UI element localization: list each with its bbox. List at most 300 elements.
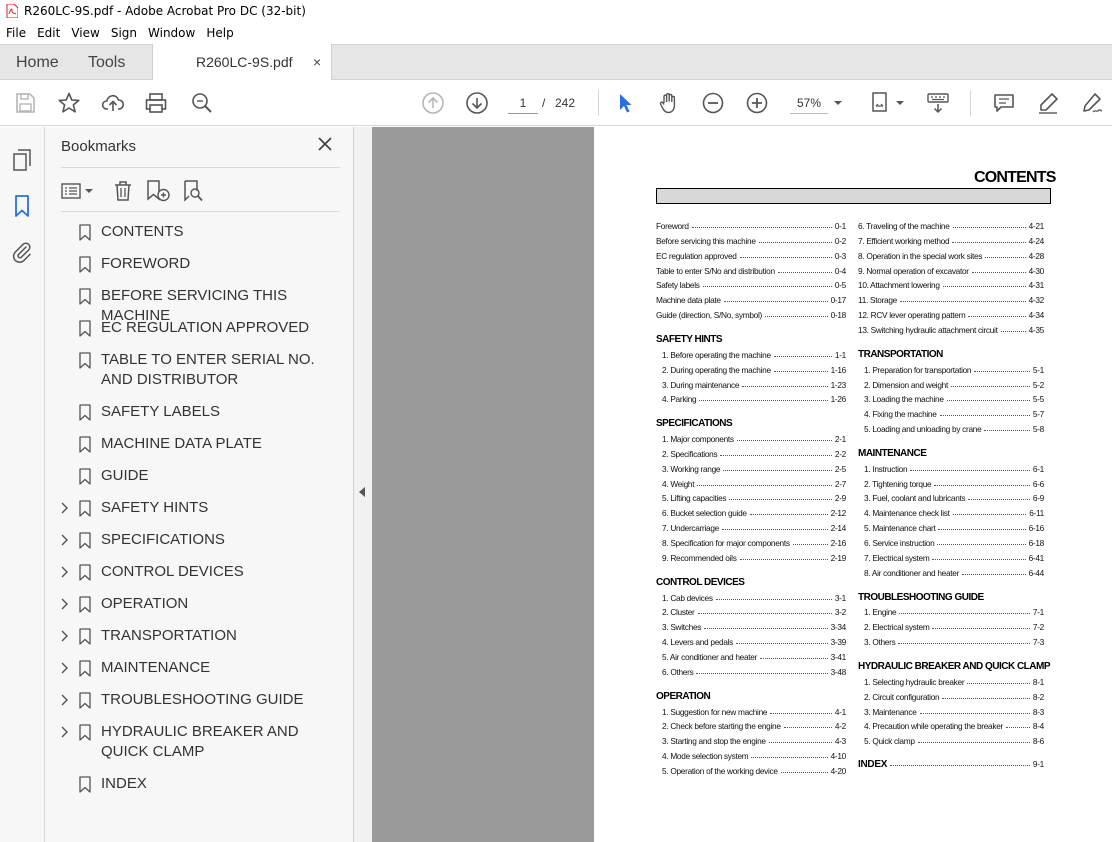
- toc-page-number: 2-5: [834, 463, 846, 474]
- menu-edit[interactable]: Edit: [37, 26, 61, 40]
- chevron-right-icon[interactable]: [58, 502, 70, 514]
- toc-entry-title: 3. Fuel, coolant and lubricants: [864, 493, 966, 504]
- toc-entry[interactable]: [858, 676, 1044, 688]
- toc-entry-title: 1. Major components: [662, 434, 734, 445]
- toc-leader-dots: [760, 658, 828, 659]
- select-tool-button[interactable]: [613, 91, 637, 115]
- bookmark-icon: [79, 352, 91, 369]
- toc-entry-title: 8. Air conditioner and heater: [864, 567, 960, 578]
- toc-entry[interactable]: [656, 364, 846, 376]
- tab-bar: [0, 44, 1112, 80]
- chevron-right-icon[interactable]: [58, 566, 70, 578]
- menu-file[interactable]: File: [6, 26, 27, 40]
- bookmark-icon: [79, 776, 91, 793]
- toc-entry[interactable]: [858, 567, 1044, 579]
- toc-page-number: 6-16: [1028, 523, 1044, 534]
- toc-page-number: 6-41: [1028, 552, 1044, 563]
- toc-entry[interactable]: [656, 235, 846, 247]
- toc-leader-dots: [920, 713, 1030, 714]
- toc-page-number: 4-34: [1028, 310, 1044, 321]
- toc-entry-title: 2. Dimension and weight: [864, 379, 948, 390]
- toc-leader-dots: [742, 386, 828, 387]
- toc-entry[interactable]: [858, 309, 1044, 321]
- toc-entry-title: 7. Electrical system: [864, 552, 930, 563]
- toc-page-number: 6-9: [1032, 493, 1044, 504]
- toc-entry-title: 5. Maintenance chart: [864, 523, 936, 534]
- toc-leader-dots: [938, 529, 1026, 530]
- toc-entry[interactable]: [656, 250, 846, 262]
- chevron-down-icon: [830, 95, 846, 111]
- toc-entry[interactable]: [858, 691, 1044, 703]
- toc-page-number: 6-18: [1028, 538, 1044, 548]
- toc-page-number: 5-8: [1032, 424, 1044, 435]
- toc-entry-title: 7. Efficient working method: [858, 235, 950, 246]
- toc-entry-title: Foreword: [656, 221, 689, 231]
- toc-section-title[interactable]: HYDRAULIC BREAKER AND QUICK CLAMP: [858, 660, 1051, 672]
- bookmark-icon: [79, 224, 91, 241]
- toc-entry-title: 2. Specifications: [662, 448, 718, 459]
- bookmark-label: INDEX: [101, 775, 147, 792]
- toc-entry[interactable]: [656, 636, 846, 648]
- toc-entry-title: 12. RCV lever operating pattern: [858, 310, 966, 321]
- toc-entry-title: 6. Traveling of the machine: [858, 221, 950, 231]
- toc-section-title[interactable]: CONTROL DEVICES: [656, 576, 745, 588]
- toc-entry-title: 2. Circuit configuration: [864, 691, 940, 702]
- pdf-page: [594, 127, 1112, 842]
- toc-entry[interactable]: [656, 433, 846, 445]
- menu-help[interactable]: Help: [206, 26, 234, 40]
- toc-page-number: 2-16: [830, 538, 846, 548]
- toc-entry[interactable]: [656, 537, 846, 549]
- bookmark-icon: [79, 288, 91, 305]
- toc-entry-title: 4. Fixing the machine: [864, 409, 937, 420]
- arrow-up-circle-icon: [421, 91, 445, 115]
- toc-page-number: 5-5: [1032, 394, 1044, 405]
- toc-entry[interactable]: [858, 478, 1044, 490]
- toc-entry[interactable]: [656, 492, 846, 504]
- toc-entry-title: 4. Levers and pedals: [662, 637, 734, 648]
- toc-page-number: 4-20: [830, 765, 846, 776]
- bookmarks-title: Bookmarks: [61, 138, 137, 155]
- toc-entry-title: 1. Instruction: [864, 463, 908, 474]
- toc-leader-dots: [967, 683, 1030, 684]
- toc-leader-dots: [784, 727, 832, 728]
- toc-leader-dots: [1006, 727, 1030, 728]
- menu-view[interactable]: View: [71, 26, 100, 40]
- toc-page-number: 5-7: [1032, 409, 1044, 420]
- toc-leader-dots: [898, 643, 1030, 644]
- toc-entry-title: 5. Operation of the working device: [662, 765, 778, 776]
- toc-entry-title: Table to enter S/No and distribution: [656, 265, 775, 276]
- chevron-right-icon[interactable]: [58, 726, 70, 738]
- toc-index-title: INDEX: [858, 759, 888, 771]
- sign-button[interactable]: [1080, 91, 1104, 115]
- toc-entry[interactable]: [858, 423, 1044, 435]
- toc-entry[interactable]: [656, 621, 846, 633]
- navigation-rail: [0, 127, 45, 842]
- toc-entry-title: 13. Switching hydraulic attachment circuit: [858, 324, 998, 335]
- toc-page-number: 2-9: [834, 493, 846, 504]
- toc-leader-dots: [751, 757, 828, 758]
- toc-entry-title: 10. Attachment lowering: [858, 280, 940, 291]
- toc-leader-dots: [703, 286, 832, 287]
- bookmark-label: BEFORE SERVICING THIS MACHINE: [101, 287, 288, 324]
- toc-entry-title: 3. Starting and stop the engine: [662, 736, 766, 747]
- toc-entry[interactable]: [656, 592, 846, 604]
- tab-document[interactable]: [152, 44, 332, 81]
- minus-circle-icon: [701, 91, 725, 115]
- toc-page-number: 4-24: [1028, 235, 1044, 246]
- toc-entry[interactable]: [858, 507, 1044, 519]
- acrobat-pdf-icon: [6, 4, 18, 18]
- bookmark-icon: [79, 320, 91, 337]
- zoom-in-button[interactable]: [745, 91, 769, 115]
- toc-entry[interactable]: [858, 265, 1044, 277]
- toc-entry[interactable]: [656, 651, 846, 663]
- page-fit-button[interactable]: [870, 91, 906, 115]
- toc-page-number: 2-1: [834, 434, 846, 445]
- toc-leader-dots: [890, 765, 1030, 766]
- tab-document-label: R260LC-9S.pdf: [196, 54, 293, 70]
- toc-page-number: 4-1: [834, 706, 846, 717]
- next-page-button[interactable]: [465, 91, 489, 115]
- toc-leader-dots: [770, 713, 832, 714]
- toc-entry-title: 5. Air conditioner and heater: [662, 651, 758, 662]
- toc-entry[interactable]: [858, 621, 1044, 633]
- toc-entry-title: 1. Cab devices: [662, 592, 713, 603]
- toc-entry-title: 3. Switches: [662, 622, 702, 633]
- zoom-dropdown-button[interactable]: [830, 91, 846, 115]
- toc-page-number: 8-1: [1032, 676, 1044, 687]
- bookmark-icon: [79, 256, 91, 273]
- zoom-out-button[interactable]: [701, 91, 725, 115]
- bookmark-label: CONTROL DEVICES: [101, 563, 244, 580]
- toc-page-number: 3-39: [830, 637, 846, 648]
- toc-entry[interactable]: [656, 220, 846, 232]
- toc-entry-title: EC regulation approved: [656, 250, 737, 261]
- toc-entry-title: 3. Loading the machine: [864, 394, 944, 405]
- menu-bar: [0, 22, 1112, 44]
- collapse-arrow-icon[interactable]: [359, 487, 365, 497]
- toc-entry-title: 3. Working range: [662, 463, 721, 474]
- toc-leader-dots: [953, 514, 1026, 515]
- toc-page-number: 3-48: [830, 666, 846, 677]
- toc-leader-dots: [934, 485, 1030, 486]
- fit-page-icon: [870, 91, 906, 115]
- bookmarks-panel: [45, 127, 354, 842]
- toc-entry[interactable]: [858, 393, 1044, 405]
- highlighter-pen-icon: [1036, 91, 1060, 115]
- toc-entry[interactable]: [656, 750, 846, 762]
- bookmark-label: CONTENTS: [101, 223, 184, 240]
- chevron-right-icon[interactable]: [58, 598, 70, 610]
- plus-circle-icon: [745, 91, 769, 115]
- bookmark-label: TROUBLESHOOTING GUIDE: [101, 691, 304, 708]
- toc-page-number: 2-12: [830, 508, 846, 519]
- toc-page-number: 1-16: [830, 364, 846, 375]
- toc-leader-dots: [769, 742, 832, 743]
- toc-leader-dots: [899, 613, 1030, 614]
- toc-entry[interactable]: [858, 706, 1044, 718]
- chevron-right-icon[interactable]: [58, 630, 70, 642]
- toc-section-title[interactable]: TROUBLESHOOTING GUIDE: [858, 591, 984, 603]
- toc-entry[interactable]: [656, 507, 846, 519]
- delete-bookmark-button[interactable]: [111, 178, 135, 204]
- toc-page-number: 7-1: [1032, 607, 1044, 618]
- toc-entry[interactable]: [858, 537, 1044, 549]
- previous-page-button[interactable]: [421, 91, 445, 115]
- toc-entry[interactable]: [656, 522, 846, 534]
- toc-page-number: 2-2: [834, 448, 846, 459]
- toc-page-number: 3-41: [830, 651, 846, 662]
- panel-splitter[interactable]: [354, 127, 372, 842]
- find-button[interactable]: [190, 91, 214, 115]
- toc-entry[interactable]: [858, 294, 1044, 306]
- toc-leader-dots: [697, 485, 832, 486]
- toc-entry-title: 6. Bucket selection guide: [662, 508, 747, 519]
- zoom-level-input[interactable]: 57%: [790, 92, 828, 114]
- toc-page-number: 4-21: [1028, 221, 1044, 231]
- panel-divider-top: [61, 167, 340, 168]
- toc-entry-title: Guide (direction, S/No, symbol): [656, 310, 762, 321]
- toc-entry[interactable]: [858, 606, 1044, 618]
- toc-leader-dots: [778, 272, 832, 273]
- toc-leader-dots: [765, 316, 828, 317]
- page-thumbnails-icon[interactable]: [10, 148, 34, 172]
- toc-entry-title: 2. Electrical system: [864, 622, 930, 633]
- toc-leader-dots: [900, 301, 1026, 302]
- toc-page-number: 4-28: [1028, 250, 1044, 261]
- toc-page-number: 2-14: [830, 523, 846, 534]
- toc-entry[interactable]: [656, 379, 846, 391]
- toc-page-number: 3-2: [834, 607, 846, 618]
- toc-entry[interactable]: [858, 735, 1044, 747]
- window-title: R260LC-9S.pdf - Adobe Acrobat Pro DC (32-bit): [24, 4, 306, 18]
- toc-entry-title: 11. Storage: [858, 295, 897, 306]
- total-pages: 242: [555, 96, 576, 110]
- toc-entry-title: 4. Mode selection system: [662, 751, 749, 762]
- toc-page-number: 5-2: [1032, 379, 1044, 390]
- toc-section-title[interactable]: SAFETY HINTS: [656, 333, 723, 345]
- toc-page-number: 4-32: [1028, 295, 1044, 306]
- toc-leader-dots: [793, 544, 828, 545]
- toc-leader-dots: [692, 227, 832, 228]
- toc-entry[interactable]: [858, 220, 1044, 232]
- toc-leader-dots: [736, 643, 828, 644]
- highlight-button[interactable]: [1036, 91, 1060, 115]
- toc-page-number: 0-3: [834, 250, 846, 261]
- toc-page-number: 2-19: [830, 552, 846, 563]
- toc-page-number: 1-23: [830, 379, 846, 390]
- toc-leader-dots: [984, 430, 1030, 431]
- chevron-right-icon[interactable]: [58, 694, 70, 706]
- toc-leader-dots: [943, 286, 1026, 287]
- title-bar: [0, 0, 1112, 22]
- toc-entry-title: 1. Engine: [864, 607, 897, 618]
- toc-entry[interactable]: [656, 666, 846, 678]
- search-bookmark-icon: [182, 179, 206, 203]
- toc-entry-title: Safety labels: [656, 280, 700, 291]
- toc-leader-dots: [952, 242, 1026, 243]
- bookmark-icon: [79, 628, 91, 645]
- toc-entry[interactable]: [858, 235, 1044, 247]
- toc-entry[interactable]: [858, 408, 1044, 420]
- print-button[interactable]: [144, 91, 168, 115]
- toc-entry-title: 4. Precaution while operating the breaker: [864, 721, 1003, 732]
- toc-leader-dots: [704, 628, 828, 629]
- toc-entry[interactable]: [656, 720, 846, 732]
- toc-entry[interactable]: [656, 765, 846, 777]
- close-panel-icon[interactable]: [316, 135, 334, 153]
- toc-entry-title: 3. Others: [864, 637, 896, 648]
- toc-leader-dots: [942, 698, 1030, 699]
- toc-entry-title: 2. During operating the machine: [662, 364, 771, 375]
- toc-leader-dots: [910, 470, 1030, 471]
- toc-page-number: 7-3: [1032, 637, 1044, 648]
- toc-leader-dots: [932, 628, 1030, 629]
- document-viewer[interactable]: [372, 127, 1112, 842]
- save-icon: [13, 91, 37, 115]
- tab-home[interactable]: Home: [16, 54, 59, 71]
- toc-entry[interactable]: [656, 735, 846, 747]
- toc-entry[interactable]: [656, 448, 846, 460]
- toc-entry-title: 2. Tightening torque: [864, 478, 932, 489]
- toc-section-title[interactable]: SPECIFICATIONS: [656, 418, 733, 430]
- bookmark-icon: [79, 724, 91, 741]
- comment-icon: [992, 91, 1016, 115]
- scroll-mode-button[interactable]: [926, 91, 950, 115]
- toc-leader-dots: [729, 499, 832, 500]
- toc-leader-dots: [968, 316, 1026, 317]
- toc-page-number: 0-17: [830, 295, 846, 306]
- toc-entry[interactable]: [858, 492, 1044, 504]
- toc-index-entry[interactable]: [858, 758, 1044, 772]
- search-zoom-icon: [190, 91, 214, 115]
- toc-entry[interactable]: [858, 379, 1044, 391]
- options-list-icon: [61, 179, 95, 203]
- toc-entry[interactable]: [656, 265, 846, 277]
- hand-icon: [657, 91, 681, 115]
- page-number-input[interactable]: 1: [508, 92, 538, 114]
- toc-entry[interactable]: [858, 324, 1044, 336]
- toc-entry[interactable]: [656, 606, 846, 618]
- arrow-down-circle-icon: [465, 91, 489, 115]
- toc-entry-title: 4. Weight: [662, 478, 695, 489]
- toc-page-number: 6-6: [1032, 478, 1044, 489]
- toc-leader-dots: [1001, 331, 1026, 332]
- toc-page-number: 0-4: [834, 265, 846, 276]
- toc-leader-dots: [740, 559, 828, 560]
- toc-entry-title: 3. Maintenance: [864, 706, 917, 717]
- toc-entry-title: 8. Specification for major components: [662, 538, 790, 548]
- bookmarks-panel-icon[interactable]: [10, 194, 34, 218]
- bookmark-options-button[interactable]: [61, 178, 95, 204]
- toc-entry[interactable]: [656, 706, 846, 718]
- toc-leader-dots: [972, 272, 1026, 273]
- new-bookmark-button[interactable]: [145, 178, 171, 204]
- menu-sign[interactable]: Sign: [110, 26, 138, 40]
- toc-page-number: 8-3: [1032, 706, 1044, 717]
- toc-page-number: 1-26: [830, 394, 846, 405]
- toc-entry[interactable]: [656, 393, 846, 405]
- upload-cloud-button[interactable]: [101, 91, 125, 115]
- toc-section-title[interactable]: MAINTENANCE: [858, 447, 927, 459]
- toc-section-title[interactable]: OPERATION: [656, 690, 711, 702]
- toc-page-number: 0-2: [834, 235, 846, 246]
- toc-entry[interactable]: [858, 279, 1044, 291]
- toc-entry[interactable]: [858, 636, 1044, 648]
- toc-entry-title: 2. Cluster: [662, 607, 695, 618]
- toc-entry-title: 1. Preparation for transportation: [864, 364, 972, 375]
- toc-entry[interactable]: [858, 522, 1044, 534]
- find-bookmark-button[interactable]: [182, 178, 206, 204]
- toc-entry-title: 7. Undercarriage: [662, 523, 719, 534]
- toc-page-number: 6-44: [1028, 567, 1044, 578]
- toc-page-number: 3-34: [830, 622, 846, 633]
- toc-section-title[interactable]: TRANSPORTATION: [858, 348, 943, 360]
- chevron-right-icon[interactable]: [58, 534, 70, 546]
- toc-entry-title: 9. Recommended oils: [662, 552, 737, 563]
- toc-entry[interactable]: [656, 478, 846, 490]
- toc-leader-dots: [737, 440, 832, 441]
- menu-window[interactable]: Window: [148, 26, 196, 40]
- toc-entry[interactable]: [656, 349, 846, 361]
- toc-entry[interactable]: [858, 552, 1044, 564]
- chevron-right-icon[interactable]: [58, 662, 70, 674]
- bookmark-icon: [79, 404, 91, 421]
- toc-entry[interactable]: [656, 309, 846, 321]
- tab-tools[interactable]: Tools: [88, 54, 126, 71]
- toc-leader-dots: [940, 415, 1030, 416]
- toc-page-number: 6-1: [1032, 463, 1044, 474]
- toc-entry-title: 1. Selecting hydraulic breaker: [864, 676, 965, 687]
- toc-leader-dots: [716, 599, 832, 600]
- toolbar: [0, 80, 1112, 126]
- toc-entry[interactable]: [656, 463, 846, 475]
- toc-leader-dots: [724, 301, 828, 302]
- toc-leader-dots: [720, 455, 832, 456]
- toc-leader-dots: [974, 371, 1030, 372]
- toc-leader-dots: [951, 386, 1030, 387]
- toc-leader-dots: [947, 400, 1030, 401]
- panel-divider-bottom: [61, 211, 340, 212]
- toc-entry[interactable]: [858, 463, 1044, 475]
- attachments-paperclip-icon[interactable]: [10, 240, 34, 264]
- bookmark-star-button[interactable]: [57, 91, 81, 115]
- bookmark-label: TRANSPORTATION: [101, 627, 237, 644]
- toc-leader-dots: [774, 356, 832, 357]
- toc-entry-title: 9. Normal operation of excavator: [858, 265, 969, 276]
- toc-page-number: 1-1: [834, 349, 846, 360]
- toc-entry[interactable]: [656, 552, 846, 564]
- toc-page-number: 4-35: [1028, 324, 1044, 335]
- toc-page-number: 4-3: [834, 736, 846, 747]
- toc-page-number: 9-1: [1032, 759, 1044, 770]
- toc-entry[interactable]: [656, 279, 846, 291]
- save-button[interactable]: [13, 91, 37, 115]
- toc-entry-title: 1. Before operating the machine: [662, 349, 771, 360]
- toc-entry[interactable]: [858, 250, 1044, 262]
- toc-entry[interactable]: [858, 720, 1044, 732]
- toc-entry[interactable]: [656, 294, 846, 306]
- comment-button[interactable]: [992, 91, 1016, 115]
- hand-tool-button[interactable]: [657, 91, 681, 115]
- bookmark-label: SAFETY HINTS: [101, 499, 209, 516]
- toc-leader-dots: [698, 613, 832, 614]
- toc-entry-title: 4. Maintenance check list: [864, 508, 950, 519]
- close-tab-button[interactable]: ×: [313, 54, 322, 70]
- toc-entry[interactable]: [858, 364, 1044, 376]
